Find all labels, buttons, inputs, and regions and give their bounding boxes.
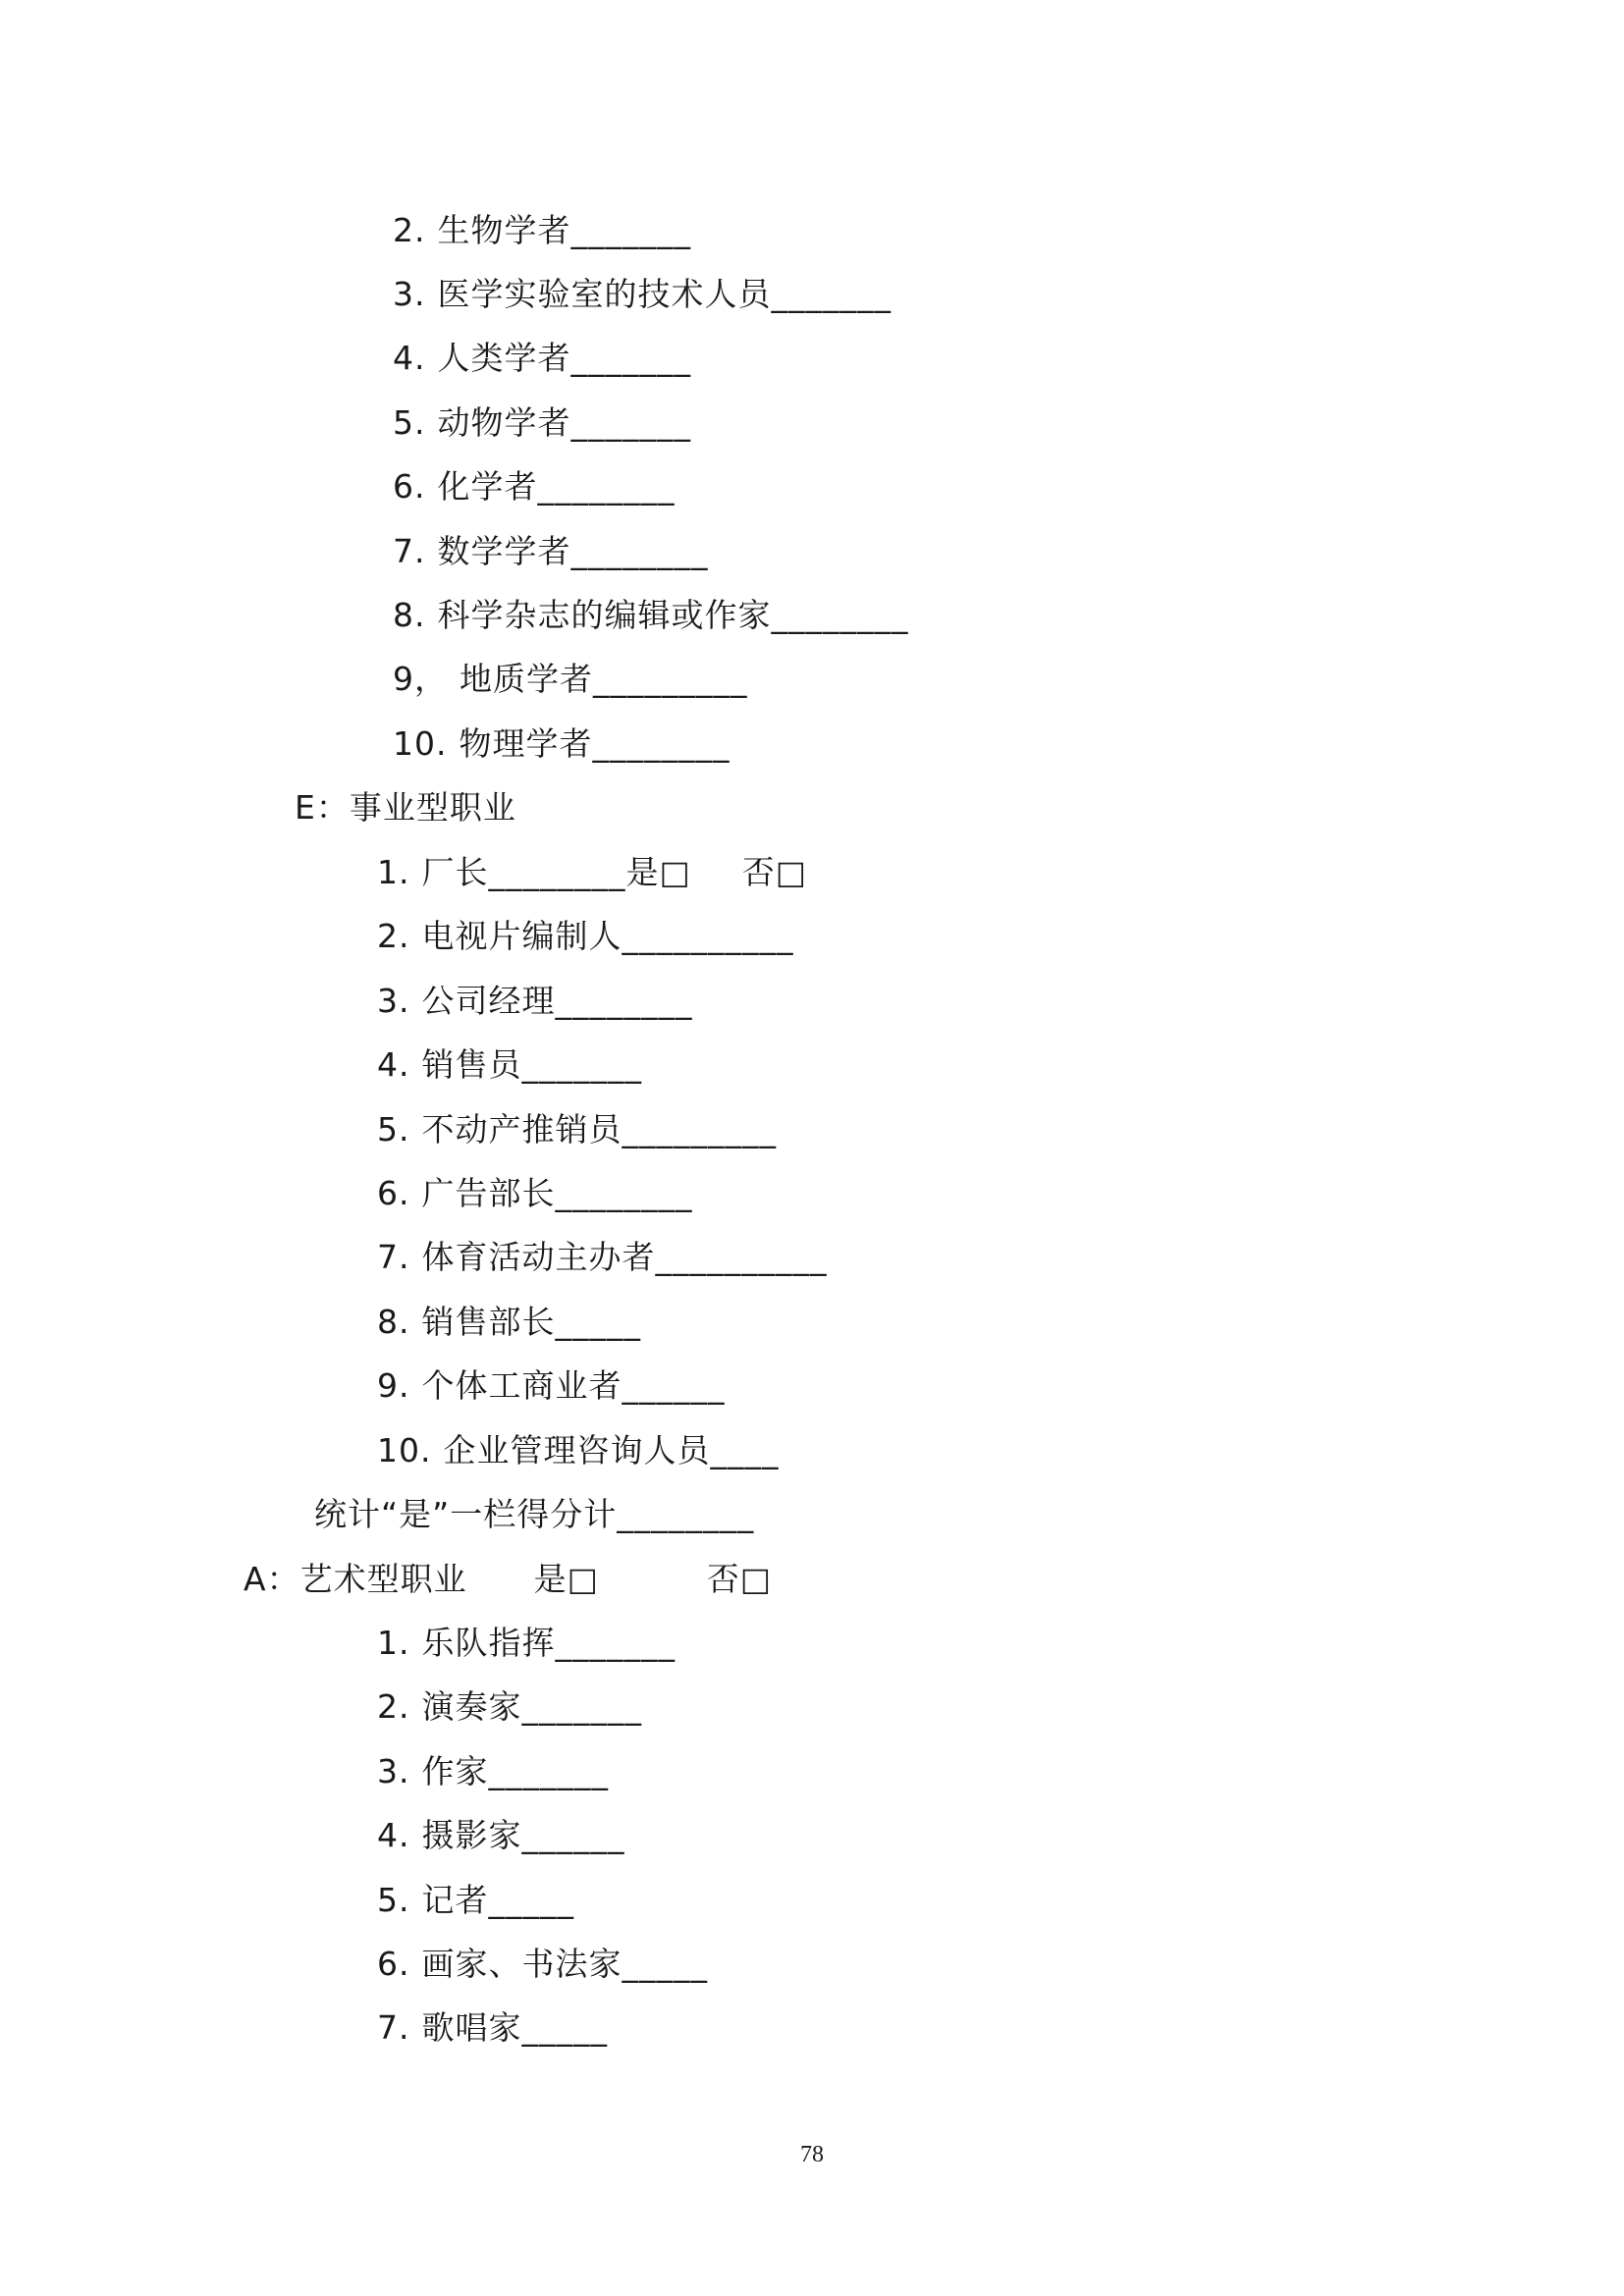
list-item <box>377 2008 608 2048</box>
item-text: 歌唱家_____ <box>421 2008 608 2047</box>
item-text: 地质学者_________ <box>460 660 748 698</box>
page-number: 78 <box>800 2142 824 2167</box>
item-number: 7. <box>377 1238 410 1276</box>
item-number: 5. <box>393 403 426 442</box>
list-item <box>393 403 691 443</box>
list-item <box>377 1431 779 1470</box>
item-text: 销售员_______ <box>421 1045 642 1084</box>
item-number: 1. <box>377 1624 410 1662</box>
list-item <box>393 532 709 571</box>
item-text: 广告部长________ <box>421 1174 693 1212</box>
item-number: 1. <box>377 853 410 891</box>
list-item <box>377 853 807 892</box>
item-text: 厂长________是□ <box>421 853 691 891</box>
item-number: 6. <box>393 467 426 506</box>
item-text: 人类学者_______ <box>437 339 691 377</box>
item-text: 数学学者________ <box>437 532 709 570</box>
list-item <box>377 1816 625 1855</box>
list-item <box>393 467 676 507</box>
list-item <box>377 1110 777 1149</box>
section-heading-a-title: A：艺术型职业 <box>244 1560 467 1598</box>
item-number: 3. <box>377 982 410 1020</box>
list-item <box>393 275 892 314</box>
item-number: 2. <box>377 917 410 955</box>
item-text: 个体工商业者______ <box>421 1366 726 1405</box>
list-item <box>377 1238 828 1277</box>
item-number: 7. <box>377 2008 410 2047</box>
list-item <box>377 1945 708 1984</box>
list-item <box>377 1624 676 1663</box>
item-text: 生物学者_______ <box>437 211 691 249</box>
item-number: 5. <box>377 1110 410 1148</box>
item-number: 4. <box>393 339 426 377</box>
tally-line: 统计“是”一栏得分计________ <box>314 1495 755 1533</box>
item-text: 动物学者_______ <box>437 403 691 442</box>
item-number: 6. <box>377 1945 410 1983</box>
list-item <box>393 660 748 699</box>
item-text: 不动产推销员_________ <box>421 1110 777 1148</box>
list-item <box>393 211 691 250</box>
item-text: 销售部长_____ <box>421 1303 641 1341</box>
item-number: 9. <box>377 1366 410 1405</box>
item-text: 体育活动主办者__________ <box>421 1238 828 1276</box>
item-text: 化学者________ <box>437 467 676 506</box>
list-item <box>393 596 909 635</box>
section-heading-e: E：事业型职业 <box>295 788 516 827</box>
item-number: 10. <box>393 724 448 763</box>
no-checkbox-label: 否□ <box>706 1560 772 1598</box>
no-checkbox-label: 否□ <box>741 853 807 891</box>
list-item <box>377 1752 609 1791</box>
item-text: 公司经理________ <box>421 982 693 1020</box>
item-number: 8. <box>377 1303 410 1341</box>
section-heading-a <box>244 1560 772 1599</box>
list-item <box>377 1366 726 1406</box>
item-text: 乐队指挥_______ <box>421 1624 676 1662</box>
item-number: 3. <box>377 1752 410 1790</box>
list-item <box>377 982 693 1021</box>
item-number: 4. <box>377 1045 410 1084</box>
item-number: 5. <box>377 1881 410 1919</box>
list-item <box>393 339 691 378</box>
item-number: 2. <box>377 1687 410 1726</box>
item-number: 4. <box>377 1816 410 1854</box>
item-number: 2. <box>393 211 426 249</box>
item-number: 8. <box>393 596 426 634</box>
list-item <box>377 1687 642 1727</box>
list-item <box>377 1045 642 1085</box>
item-text: 医学实验室的技术人员_______ <box>437 275 892 313</box>
item-number: 6. <box>377 1174 410 1212</box>
item-text: 摄影家______ <box>421 1816 625 1854</box>
item-text: 企业管理咨询人员____ <box>443 1431 780 1469</box>
item-text: 记者_____ <box>421 1881 574 1919</box>
list-item <box>377 1174 693 1213</box>
item-number: 3. <box>393 275 426 313</box>
item-number: 7. <box>393 532 426 570</box>
item-text: 物理学者________ <box>459 724 731 763</box>
item-text: 画家、书法家_____ <box>421 1945 708 1983</box>
list-item <box>377 1303 641 1342</box>
list-item <box>393 724 730 764</box>
yes-checkbox-label: 是□ <box>533 1560 599 1598</box>
item-number: 9， <box>393 660 448 698</box>
item-text: 演奏家_______ <box>421 1687 642 1726</box>
item-text: 作家_______ <box>421 1752 609 1790</box>
list-item <box>377 1881 574 1920</box>
list-item <box>377 917 794 956</box>
item-text: 科学杂志的编辑或作家________ <box>437 596 909 634</box>
item-number: 10. <box>377 1431 432 1469</box>
item-text: 电视片编制人__________ <box>421 917 794 955</box>
